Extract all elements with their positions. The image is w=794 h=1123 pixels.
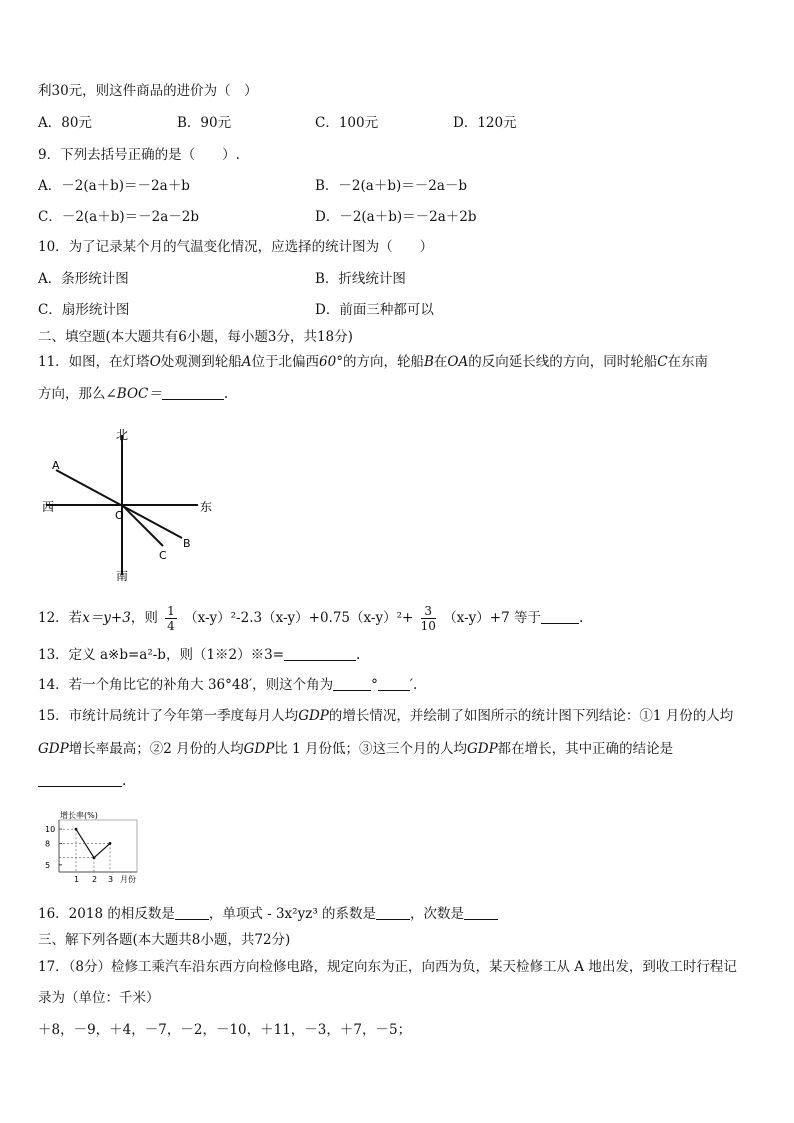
q15-text-3: 增长率最高；②2 月份的人均 — [68, 741, 244, 757]
q14-text-2: ′. — [409, 677, 418, 693]
q11-var-o: O — [149, 354, 161, 370]
q11-text-2: 处观测到轮船 — [160, 354, 242, 370]
q12-text-1: 12．若 — [38, 610, 83, 626]
q13-line — [38, 646, 360, 664]
q15-line-3 — [38, 772, 126, 790]
q15-line-1 — [38, 707, 733, 725]
y-tick-label: 5 — [45, 860, 51, 870]
q17-line-3: ＋8，－9，＋4，－7，－2，－10，＋11，－3，＋7，－5； — [38, 1022, 412, 1038]
data-point — [75, 828, 78, 831]
q11-text-7: 在东南 — [667, 354, 709, 370]
section-2-heading: 二、填空题(本大题共有6小题，每小题3分，共18分) — [38, 329, 353, 345]
q9-option-b: B．－2(a＋b)＝－2a－b — [315, 178, 468, 194]
q10-option-d: D．前面三种都可以 — [315, 302, 434, 318]
fraction-1-numerator: 1 — [167, 604, 175, 618]
q12-line — [38, 603, 583, 633]
q16-text-3: ，次数是 — [410, 906, 465, 922]
q11-line-2 — [38, 385, 228, 403]
q10-option-a: A．条形统计图 — [38, 271, 129, 287]
q15-answer-blank[interactable] — [38, 772, 122, 787]
q11-text-1: 11．如图，在灯塔 — [38, 354, 150, 370]
q13-answer-blank[interactable] — [284, 646, 356, 661]
q15-text-5: 都在增长，其中正确的结论是 — [497, 741, 674, 757]
q11-text-8: 方向，那么 — [38, 386, 106, 402]
q16-opposite-blank[interactable] — [175, 905, 209, 920]
q12-text-2: ，则 — [130, 610, 158, 626]
q8-option-b: B．90元 — [177, 115, 232, 131]
fraction-three-tenths — [421, 604, 436, 633]
fraction-2-numerator: 3 — [421, 604, 436, 619]
section-3-heading: 三、解下列各题(本大题共8小题，共72分) — [38, 932, 291, 948]
q10-option-b: B．折线统计图 — [315, 271, 406, 287]
chart-xlabel: 月份 — [120, 875, 136, 884]
q11-degree: 60° — [319, 354, 343, 370]
label-south: 南 — [116, 569, 129, 583]
q12-text-5: . — [578, 610, 584, 626]
fraction-1-denominator: 4 — [167, 619, 175, 633]
q14-minute-blank[interactable] — [378, 676, 410, 691]
q15-gdp-2: GDP — [243, 741, 275, 757]
data-point — [93, 856, 96, 859]
label-west: 西 — [42, 500, 55, 514]
label-north: 北 — [116, 428, 129, 442]
x-tick-label: 1 — [74, 875, 80, 884]
gdp-growth-chart — [42, 806, 157, 886]
q11-var-c: C — [657, 354, 668, 370]
fraction-one-quarter — [165, 604, 177, 633]
q11-var-b: B — [423, 354, 434, 370]
q16-line — [38, 905, 498, 923]
y-tick-label: 10 — [45, 825, 56, 835]
q12-answer-blank[interactable] — [541, 609, 579, 624]
compass-diagram — [38, 425, 228, 585]
q15-text-2: 的增长情况，并绘制了如图所示的统计图下列结论：①1 月份的人均 — [328, 708, 734, 724]
label-east: 东 — [200, 500, 213, 514]
q11-text-3: 位于北偏西 — [251, 354, 320, 370]
q15-text-4: 比 1 月份低；③这三个月的人均 — [274, 741, 467, 757]
x-tick-label: 3 — [108, 875, 114, 884]
q8-option-a: A．80元 — [38, 115, 92, 131]
q14-line — [38, 676, 417, 694]
q11-angle: ∠BOC＝ — [105, 386, 162, 402]
label-a: A — [52, 459, 60, 472]
x-tick-label: 2 — [92, 875, 98, 884]
chart-frame — [59, 820, 137, 872]
q16-text-2: ，单项式 - 3x²yz³ 的系数是 — [208, 906, 377, 922]
y-tick-label: 8 — [45, 839, 51, 849]
q8-option-d: D．120元 — [453, 115, 517, 131]
chart-title: 增长率(%) — [60, 811, 98, 820]
q12-condition: x＝y+3 — [82, 610, 131, 626]
label-c: C — [159, 549, 167, 562]
q8-stem-tail: 利30元，则这件商品的进价为（ ） — [38, 83, 258, 99]
q14-degree-symbol: ° — [371, 677, 378, 693]
q10-stem: 10．为了记录某个月的气温变化情况，应选择的统计图为（ ） — [38, 239, 434, 255]
q8-option-c: C．100元 — [315, 115, 379, 131]
fraction-2-denominator: 10 — [420, 619, 436, 633]
q9-option-c: C．－2(a＋b)＝－2a－2b — [38, 209, 200, 225]
q14-degree-blank[interactable] — [333, 676, 371, 691]
q11-text-9: . — [223, 386, 229, 402]
q15-gdp-1: GDP — [38, 741, 69, 757]
label-b: B — [183, 537, 191, 550]
q11-text-6: 的反向延长线的方向，同时轮船 — [468, 354, 658, 370]
q15-gdp: GDP — [298, 708, 329, 724]
q14-text-1: 14．若一个角比它的补角大 36°48′，则这个角为 — [38, 677, 334, 693]
q15-line-2 — [38, 740, 673, 758]
q12-text-3: （x-y）²-2.3（x-y）+0.75（x-y）²+ — [184, 610, 414, 626]
q15-gdp-3: GDP — [466, 741, 498, 757]
q10-option-c: C．扇形统计图 — [38, 302, 130, 318]
q9-option-d: D．－2(a＋b)＝－2a＋2b — [315, 209, 477, 225]
q11-line-1 — [38, 353, 708, 371]
q9-option-a: A．－2(a＋b)＝－2a＋b — [38, 178, 190, 194]
q15-text-1: 15．市统计局统计了今年第一季度每月人均 — [38, 708, 299, 724]
q9-stem: 9．下列去括号正确的是（ ）. — [38, 147, 240, 163]
q11-var-oa: OA — [447, 354, 469, 370]
q11-text-4: 的方向，轮船 — [342, 354, 424, 370]
label-o: O — [115, 509, 124, 522]
q15-text-6: . — [122, 773, 127, 789]
q11-var-a: A — [241, 354, 252, 370]
q16-text-1: 16．2018 的相反数是 — [38, 906, 175, 922]
data-point — [109, 842, 112, 845]
q12-text-4: （x-y）+7 等于 — [443, 610, 541, 626]
q13-text-1: 13．定义 a※b=a²-b，则（1※2）※3= — [38, 647, 285, 663]
q17-line-1: 17．（8分）检修工乘汽车沿东西方向检修电路，规定向东为正，向西为负，某天检修工从 A 地出发，到收工时行程记 — [38, 959, 737, 975]
q11-text-5: 在 — [433, 354, 448, 370]
q16-degree-blank[interactable] — [464, 905, 498, 920]
q13-text-2: . — [356, 647, 361, 663]
q17-line-2: 录为（单位：千米） — [38, 990, 160, 1006]
q16-coefficient-blank[interactable] — [376, 905, 410, 920]
q11-answer-blank[interactable] — [162, 385, 224, 400]
